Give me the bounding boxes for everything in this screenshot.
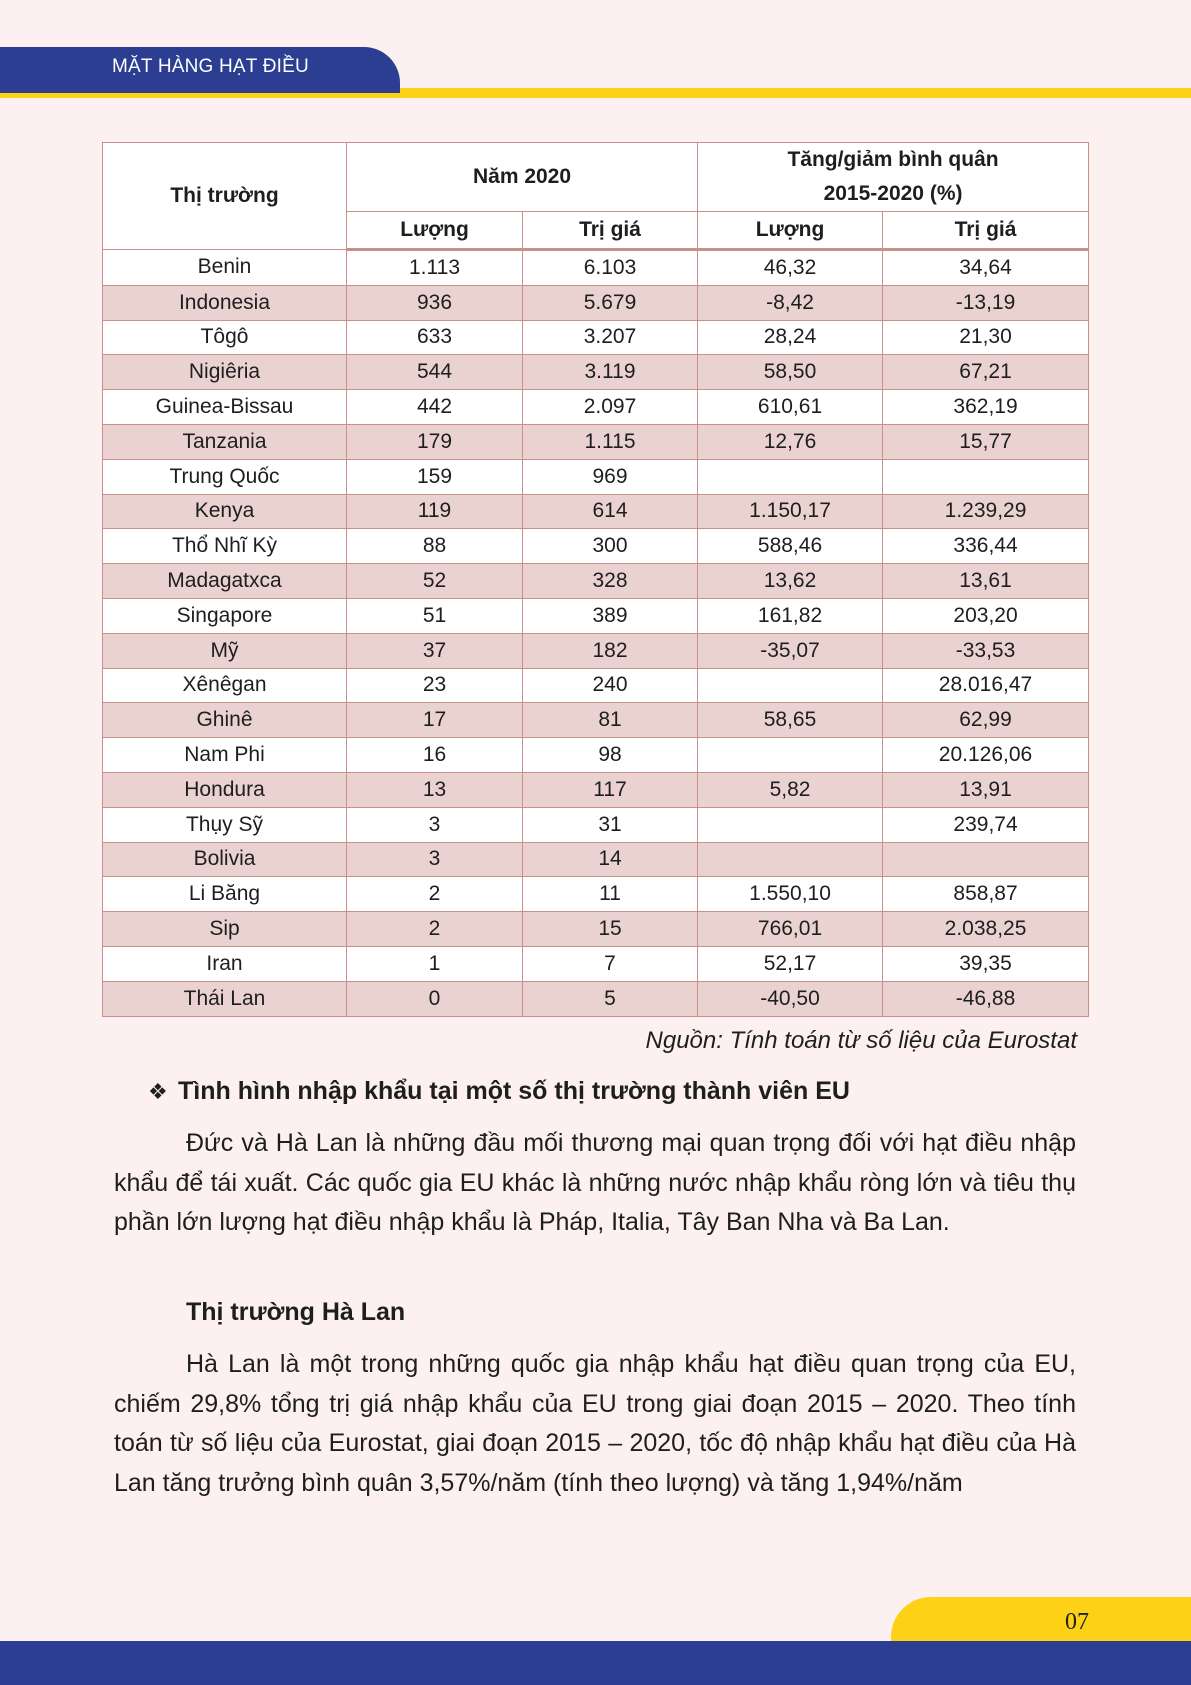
qty-2020-cell: 16 (347, 738, 523, 773)
val-change-cell: 28.016,47 (883, 668, 1089, 703)
market-cell: Mỹ (103, 633, 347, 668)
val-change-cell: 21,30 (883, 320, 1089, 355)
val-change-cell: 20.126,06 (883, 738, 1089, 773)
val-change-cell: -33,53 (883, 633, 1089, 668)
table-row (103, 877, 1089, 912)
table-body (103, 250, 1089, 1017)
table-row (103, 424, 1089, 459)
qty-change-cell: 610,61 (698, 390, 883, 425)
market-cell: Kenya (103, 494, 347, 529)
col-year-group-header: Năm 2020 (347, 143, 698, 212)
col-qty-change-header: Lượng (698, 212, 883, 250)
table-row (103, 807, 1089, 842)
val-change-cell: 13,91 (883, 772, 1089, 807)
col-val-2020-header: Trị giá (523, 212, 698, 250)
val-2020-cell: 98 (523, 738, 698, 773)
table-row (103, 981, 1089, 1016)
val-change-cell: 15,77 (883, 424, 1089, 459)
val-2020-cell: 614 (523, 494, 698, 529)
val-2020-cell: 300 (523, 529, 698, 564)
section-heading-text: Tình hình nhập khẩu tại một số thị trường thành viên EU (178, 1077, 850, 1105)
market-cell: Hondura (103, 772, 347, 807)
val-change-cell: 362,19 (883, 390, 1089, 425)
val-change-cell: 34,64 (883, 250, 1089, 286)
paragraph-netherlands: Hà Lan là một trong những quốc gia nhập khẩu hạt điều quan trọng của EU, chiếm 29,8% tổng trị giá nhập khẩu của EU trong giai đoạn 2015 – 2020. Theo tính toán từ số liệu của Eurostat, giai đoạn 2015 – 2020, tốc độ nhập khẩu hạt điều của Hà Lan tăng trưởng bình quân 3,57%/năm (tính theo lượng) và tăng 1,94%/năm (114, 1350, 1076, 1497)
col-change-group-header (698, 143, 1089, 212)
qty-2020-cell: 633 (347, 320, 523, 355)
val-change-cell (883, 459, 1089, 494)
footer-tab (891, 1597, 1191, 1647)
market-cell: Iran (103, 946, 347, 981)
qty-change-cell: 28,24 (698, 320, 883, 355)
val-change-cell: 858,87 (883, 877, 1089, 912)
market-cell: Thụy Sỹ (103, 807, 347, 842)
val-2020-cell: 11 (523, 877, 698, 912)
val-change-cell: 39,35 (883, 946, 1089, 981)
table-row (103, 285, 1089, 320)
qty-2020-cell: 1 (347, 946, 523, 981)
val-2020-cell: 31 (523, 807, 698, 842)
qty-change-cell: 588,46 (698, 529, 883, 564)
col-qty-2020-header: Lượng (347, 212, 523, 250)
val-2020-cell: 5.679 (523, 285, 698, 320)
val-change-cell: 2.038,25 (883, 912, 1089, 947)
val-2020-cell: 3.207 (523, 320, 698, 355)
table-row (103, 564, 1089, 599)
val-change-cell: 67,21 (883, 355, 1089, 390)
val-change-cell: 13,61 (883, 564, 1089, 599)
val-change-cell: -13,19 (883, 285, 1089, 320)
val-2020-cell: 1.115 (523, 424, 698, 459)
market-cell: Thái Lan (103, 981, 347, 1016)
qty-change-cell: 1.550,10 (698, 877, 883, 912)
diamond-bullet-icon: ❖ (148, 1079, 168, 1104)
table-row (103, 320, 1089, 355)
qty-change-cell: 13,62 (698, 564, 883, 599)
source-note: Nguồn: Tính toán từ số liệu của Eurostat (645, 1027, 1077, 1054)
market-cell: Madagatxca (103, 564, 347, 599)
qty-change-cell: 46,32 (698, 250, 883, 286)
market-cell: Xênêgan (103, 668, 347, 703)
qty-2020-cell: 37 (347, 633, 523, 668)
table-row (103, 842, 1089, 877)
table-row (103, 390, 1089, 425)
header-title: MẶT HÀNG HẠT ĐIỀU (112, 56, 309, 77)
col-change-line1: Tăng/giảm bình quân (787, 148, 999, 171)
qty-2020-cell: 17 (347, 703, 523, 738)
qty-change-cell (698, 459, 883, 494)
qty-change-cell: 1.150,17 (698, 494, 883, 529)
qty-change-cell: -40,50 (698, 981, 883, 1016)
qty-2020-cell: 88 (347, 529, 523, 564)
val-2020-cell: 389 (523, 598, 698, 633)
val-2020-cell: 81 (523, 703, 698, 738)
table-row (103, 529, 1089, 564)
market-cell: Ghinê (103, 703, 347, 738)
market-cell: Nam Phi (103, 738, 347, 773)
qty-change-cell: 766,01 (698, 912, 883, 947)
val-2020-cell: 240 (523, 668, 698, 703)
table-row (103, 494, 1089, 529)
val-change-cell: 203,20 (883, 598, 1089, 633)
market-cell: Nigiêria (103, 355, 347, 390)
table-row (103, 598, 1089, 633)
qty-change-cell: 161,82 (698, 598, 883, 633)
section-heading (148, 1077, 850, 1106)
val-2020-cell: 2.097 (523, 390, 698, 425)
col-change-line2: 2015-2020 (%) (823, 182, 963, 205)
qty-2020-cell: 1.113 (347, 250, 523, 286)
qty-2020-cell: 0 (347, 981, 523, 1016)
val-2020-cell: 7 (523, 946, 698, 981)
val-change-cell (883, 842, 1089, 877)
val-2020-cell: 3.119 (523, 355, 698, 390)
qty-2020-cell: 159 (347, 459, 523, 494)
market-cell: Tanzania (103, 424, 347, 459)
table-row (103, 459, 1089, 494)
qty-change-cell (698, 738, 883, 773)
val-2020-cell: 182 (523, 633, 698, 668)
val-2020-cell: 14 (523, 842, 698, 877)
table-row (103, 668, 1089, 703)
val-change-cell: -46,88 (883, 981, 1089, 1016)
table-row (103, 772, 1089, 807)
val-2020-cell: 15 (523, 912, 698, 947)
table-row (103, 633, 1089, 668)
table-row (103, 912, 1089, 947)
qty-2020-cell: 936 (347, 285, 523, 320)
qty-change-cell: 5,82 (698, 772, 883, 807)
qty-change-cell: 12,76 (698, 424, 883, 459)
paragraph-eu-overview: Đức và Hà Lan là những đầu mối thương mại quan trọng đối với hạt điều nhập khẩu để tái xuất. Các quốc gia EU khác là những nước nhập khẩu ròng lớn và tiêu thụ phần lớn lượng hạt điều nhập khẩu là Pháp, Italia, Tây Ban Nha và Ba Lan. (114, 1129, 1076, 1236)
market-cell: Sip (103, 912, 347, 947)
qty-change-cell: 58,65 (698, 703, 883, 738)
val-change-cell: 62,99 (883, 703, 1089, 738)
val-2020-cell: 328 (523, 564, 698, 599)
market-cell: Trung Quốc (103, 459, 347, 494)
val-2020-cell: 969 (523, 459, 698, 494)
qty-change-cell (698, 842, 883, 877)
table-row (103, 703, 1089, 738)
footer-bar (0, 1641, 1191, 1685)
qty-change-cell: 58,50 (698, 355, 883, 390)
qty-2020-cell: 52 (347, 564, 523, 599)
qty-change-cell: -8,42 (698, 285, 883, 320)
qty-2020-cell: 23 (347, 668, 523, 703)
market-cell: Benin (103, 250, 347, 286)
market-cell: Singapore (103, 598, 347, 633)
qty-2020-cell: 2 (347, 912, 523, 947)
table-row (103, 250, 1089, 286)
val-change-cell: 239,74 (883, 807, 1089, 842)
import-market-table (102, 142, 1089, 1017)
qty-change-cell (698, 668, 883, 703)
val-2020-cell: 5 (523, 981, 698, 1016)
val-2020-cell: 6.103 (523, 250, 698, 286)
qty-2020-cell: 2 (347, 877, 523, 912)
market-cell: Li Băng (103, 877, 347, 912)
val-change-cell: 336,44 (883, 529, 1089, 564)
qty-2020-cell: 13 (347, 772, 523, 807)
qty-2020-cell: 3 (347, 807, 523, 842)
table-row (103, 738, 1089, 773)
qty-2020-cell: 3 (347, 842, 523, 877)
val-change-cell: 1.239,29 (883, 494, 1089, 529)
market-cell: Indonesia (103, 285, 347, 320)
col-val-change-header: Trị giá (883, 212, 1089, 250)
subheading-netherlands: Thị trường Hà Lan (186, 1298, 406, 1326)
val-2020-cell: 117 (523, 772, 698, 807)
qty-change-cell (698, 807, 883, 842)
qty-2020-cell: 544 (347, 355, 523, 390)
qty-change-cell: -35,07 (698, 633, 883, 668)
col-market-header: Thị trường (103, 143, 347, 250)
page-number: 07 (1065, 1609, 1089, 1635)
table-row (103, 355, 1089, 390)
qty-2020-cell: 119 (347, 494, 523, 529)
market-cell: Guinea-Bissau (103, 390, 347, 425)
table-row (103, 946, 1089, 981)
qty-2020-cell: 442 (347, 390, 523, 425)
qty-2020-cell: 179 (347, 424, 523, 459)
market-cell: Tôgô (103, 320, 347, 355)
market-cell: Thổ Nhĩ Kỳ (103, 529, 347, 564)
market-cell: Bolivia (103, 842, 347, 877)
qty-change-cell: 52,17 (698, 946, 883, 981)
qty-2020-cell: 51 (347, 598, 523, 633)
